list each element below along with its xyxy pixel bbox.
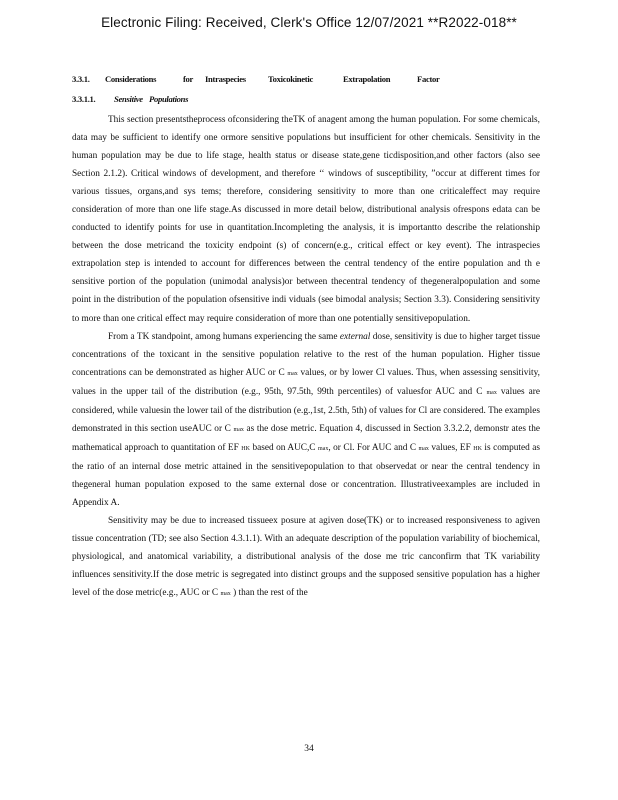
heading-word: Toxicokinetic — [268, 74, 313, 84]
subscript: max — [287, 370, 298, 377]
section-heading-3-3-1 — [72, 74, 552, 84]
text-run: , or Cl. For AUC and C — [328, 442, 417, 453]
text-run: values are considered, while valuesin the lower tail of the distribution (e.g.,1st, 2.5th, 5th) of values for Cl are considered. The examples demonstrated in this section useAUC or C — [72, 386, 541, 434]
section-number: 3.3.1.1. — [72, 94, 96, 104]
paragraph-1: This section presentstheprocess ofconsidering theTK of anagent among the human population. For some chemicals, data may be sufficient to identify one ormore sensitive populations but insufficient for other chemicals. Sensitivity in the human population may be due to life stage, health status or disease state,gene ticdisposition,and other factors (also see Section 2.1.2). Critical windows of development, and therefore ‘‘ windows of susceptibility, ”occur at different times for various tissues, organs,and sys tems; therefore, considering sensitivity to more than one criticaleffect may require consideration of more than one life stage.As discussed in more detail below, distributional analysis ofrespons edata can be conducted to identify points for use in quantitation.Incompleting the analysis, it is importantto describe the relationship between the dose metricand the toxicity endpoint (s) of concern(e.g., critical effect or key event). The intraspecies extrapolation step is intended to account for differences between the central tendency of the entire population and th e sensitive portion of the population (unimodal analysis)or between thecentral tendency of thegeneralpopulation and some point in the distribution of the population ofsensitive indi viduals (see bimodal analysis; Section 3.3). Considering sensitivity to more than one critical effect may require consideration of more than one potentially sensitivepopulation. — [72, 115, 540, 324]
subscript: max — [418, 445, 429, 452]
text-run: values, EF — [431, 442, 471, 453]
text-run: ) than the rest of the — [233, 588, 308, 599]
subscript: HK — [241, 445, 250, 452]
text-run: Sensitivity may be due to increased tissueex posure at agiven dose(TK) or to increased responsiveness to agiven tissue concentration (TD; see also Section 4.3.1.1). With an adequate description of the population variability of biochemical, physiological, and anatomical variability, a distributional analysis of the dose me tric canconfirm that TK variability influences sensitivity.If the dose metric is segregated into distinct groups and the supposed sensitive population has a higher level of the dose metric(e.g., AUC or C — [72, 516, 540, 599]
text-run: From a TK standpoint, among humans experiencing the same — [108, 331, 338, 342]
subscript: HK — [473, 445, 482, 452]
heading-word: Factor — [417, 74, 440, 84]
section-number: 3.3.1. — [72, 74, 90, 84]
text-run: based on AUC,C — [252, 442, 316, 453]
italic-term: external — [339, 331, 371, 342]
heading-word: Extrapolation — [343, 74, 391, 84]
section-heading-3-3-1-1 — [72, 94, 552, 104]
subscript: max — [233, 426, 244, 433]
text-run: values, or by lower Cl values. Thus, when assessing sensitivity, values in the upper tail of the distribution (e.g., 95th, 97.5th, 99th percentiles) of valuesfor AUC and C — [72, 367, 540, 397]
text-run: is computed as the ratio of an internal dose metric attained in the sensitivepopulation to that observedat or near the central tendency in thegeneral human population exposed to the same external dose or concentration. Illustrativeexamples are included in Appendix A. — [72, 442, 540, 508]
text-run: dose, sensitivity is due to higher target tissue concentrations of the toxicant in the sensitive population relative to the rest of the human population. Higher tissue concentrations can be demonstrated as higher AUC or C — [72, 331, 540, 378]
subscript: max — [486, 389, 497, 396]
document-body — [72, 111, 540, 603]
heading-word: Intraspecies — [205, 74, 246, 84]
filing-header: Electronic Filing: Received, Clerk's Office 12/07/2021 **R2022-018** — [101, 15, 517, 30]
heading-word: for — [183, 74, 194, 84]
paragraph-2 — [72, 328, 540, 512]
paragraph-3 — [72, 512, 540, 603]
heading-word: Populations — [149, 94, 189, 104]
heading-word: Considerations — [105, 74, 157, 84]
text-run: as the dose metric. Equation 4, discussed in Section 3.3.2.2, demonstr ates the mathematical approach to quantitation of EF — [72, 423, 540, 453]
page-number: 34 — [304, 744, 314, 754]
heading-word: Sensitive — [114, 94, 143, 104]
subscript: max — [318, 445, 329, 452]
subscript: max — [220, 591, 231, 598]
